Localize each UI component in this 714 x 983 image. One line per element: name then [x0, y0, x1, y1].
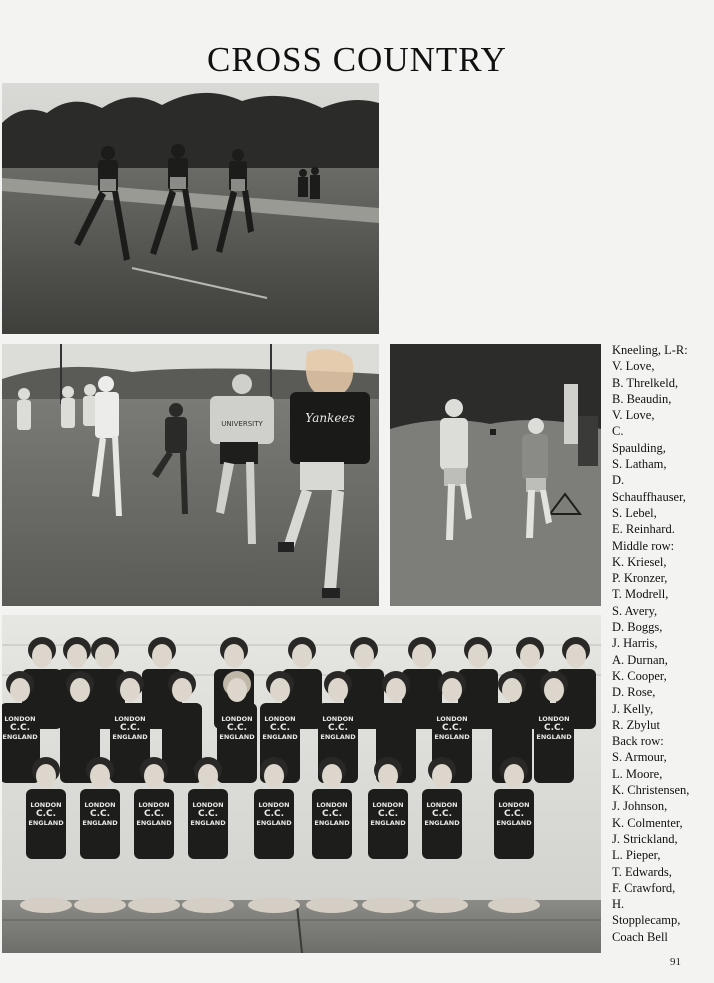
- caption-line: B. Threlkeld,: [612, 375, 679, 390]
- kneeling-legs: [362, 897, 414, 913]
- caption-line: D. Boggs,: [612, 620, 663, 635]
- caption-line: Middle row:: [612, 538, 675, 553]
- svg-text:ENGLAND: ENGLAND: [190, 819, 226, 827]
- svg-text:ENGLAND: ENGLAND: [314, 819, 350, 827]
- kneeling-legs: [20, 897, 72, 913]
- caption-line: L. Moore,: [612, 766, 663, 781]
- kneeling-legs: [74, 897, 126, 913]
- caption-line: D. Rose,: [612, 685, 656, 700]
- page-number: 91: [670, 956, 681, 968]
- caption-line: A. Durnan,: [612, 652, 668, 667]
- svg-text:C.C.: C.C.: [321, 809, 343, 819]
- caption-line: Schauffhauser,: [612, 489, 686, 504]
- caption-line: B. Beaudin,: [612, 391, 672, 406]
- kneeling-legs: [248, 897, 300, 913]
- kneeling-legs: [488, 897, 540, 913]
- caption-line: Coach Bell: [612, 929, 668, 944]
- svg-text:C.C.: C.C.: [89, 809, 111, 819]
- yankees-shirt-text: Yankees: [305, 411, 355, 425]
- svg-text:ENGLAND: ENGLAND: [256, 819, 292, 827]
- caption-line: J. Kelly,: [612, 701, 654, 716]
- svg-text:ENGLAND: ENGLAND: [434, 733, 470, 741]
- svg-text:C.C.: C.C.: [431, 809, 453, 819]
- svg-text:LONDON: LONDON: [4, 715, 36, 723]
- svg-text:ENGLAND: ENGLAND: [2, 733, 38, 741]
- svg-text:C.C.: C.C.: [143, 809, 165, 819]
- caption-line: J. Strickland,: [612, 831, 678, 846]
- svg-text:LONDON: LONDON: [322, 715, 354, 723]
- svg-text:C.C.: C.C.: [503, 809, 525, 819]
- svg-text:C.C.: C.C.: [226, 723, 248, 733]
- svg-text:ENGLAND: ENGLAND: [28, 819, 64, 827]
- caption-line: V. Love,: [612, 408, 655, 423]
- university-shirt-text: UNIVERSITY: [221, 420, 263, 428]
- kneeling-legs: [182, 897, 234, 913]
- kneeling-legs: [128, 897, 180, 913]
- svg-text:ENGLAND: ENGLAND: [82, 819, 118, 827]
- svg-text:LONDON: LONDON: [436, 715, 468, 723]
- caption-line: P. Kronzer,: [612, 571, 668, 586]
- svg-text:ENGLAND: ENGLAND: [536, 733, 572, 741]
- photo-runners-group: [2, 344, 379, 606]
- svg-text:LONDON: LONDON: [498, 801, 530, 809]
- caption-line: S. Latham,: [612, 457, 667, 472]
- caption-line: V. Love,: [612, 359, 655, 374]
- svg-text:C.C.: C.C.: [543, 723, 565, 733]
- caption-line: Stopplecamp,: [612, 913, 681, 928]
- svg-text:ENGLAND: ENGLAND: [496, 819, 532, 827]
- svg-text:LONDON: LONDON: [538, 715, 570, 723]
- caption-line: F. Crawford,: [612, 880, 676, 895]
- svg-text:C.C.: C.C.: [327, 723, 349, 733]
- svg-text:ENGLAND: ENGLAND: [320, 733, 356, 741]
- caption-line: J. Johnson,: [612, 799, 668, 814]
- svg-text:ENGLAND: ENGLAND: [370, 819, 406, 827]
- caption-line: K. Kriesel,: [612, 554, 667, 569]
- svg-text:LONDON: LONDON: [264, 715, 296, 723]
- svg-text:LONDON: LONDON: [192, 801, 224, 809]
- caption-line: H.: [612, 897, 625, 912]
- caption-line: R. Zbylut: [612, 717, 660, 732]
- svg-text:C.C.: C.C.: [263, 809, 285, 819]
- kneeling-legs: [306, 897, 358, 913]
- svg-text:C.C.: C.C.: [377, 809, 399, 819]
- svg-text:LONDON: LONDON: [316, 801, 348, 809]
- caption-line: S. Armour,: [612, 750, 667, 765]
- caption-line: K. Christensen,: [612, 783, 690, 798]
- photo-team: [2, 615, 601, 953]
- svg-text:C.C.: C.C.: [197, 809, 219, 819]
- svg-text:C.C.: C.C.: [269, 723, 291, 733]
- caption-line: T. Modrell,: [612, 587, 669, 602]
- svg-text:LONDON: LONDON: [138, 801, 170, 809]
- svg-text:LONDON: LONDON: [258, 801, 290, 809]
- photo-caption: [612, 342, 712, 945]
- caption-line: D.: [612, 473, 625, 488]
- caption-line: K. Colmenter,: [612, 815, 683, 830]
- photo-two-runners: [390, 344, 601, 606]
- caption-line: T. Edwards,: [612, 864, 672, 879]
- caption-line: C.: [612, 424, 624, 439]
- page-title: CROSS COUNTRY: [207, 40, 507, 79]
- svg-text:ENGLAND: ENGLAND: [219, 733, 255, 741]
- svg-text:LONDON: LONDON: [30, 801, 62, 809]
- caption-line: Back row:: [612, 734, 664, 749]
- caption-line: E. Reinhard.: [612, 522, 675, 537]
- svg-text:LONDON: LONDON: [426, 801, 458, 809]
- caption-line: Spaulding,: [612, 440, 666, 455]
- caption-line: Kneeling, L-R:: [612, 343, 688, 357]
- photo-runners-field: [2, 83, 379, 334]
- svg-text:ENGLAND: ENGLAND: [262, 733, 298, 741]
- caption-line: L. Pieper,: [612, 848, 661, 863]
- svg-text:LONDON: LONDON: [372, 801, 404, 809]
- svg-text:C.C.: C.C.: [119, 723, 141, 733]
- caption-line: J. Harris,: [612, 636, 658, 651]
- caption-line: K. Cooper,: [612, 668, 667, 683]
- kneeling-legs: [416, 897, 468, 913]
- svg-text:ENGLAND: ENGLAND: [136, 819, 172, 827]
- svg-text:ENGLAND: ENGLAND: [424, 819, 460, 827]
- svg-text:LONDON: LONDON: [84, 801, 116, 809]
- svg-text:C.C.: C.C.: [441, 723, 463, 733]
- caption-line: S. Lebel,: [612, 505, 657, 520]
- svg-text:C.C.: C.C.: [35, 809, 57, 819]
- svg-text:LONDON: LONDON: [221, 715, 253, 723]
- svg-text:C.C.: C.C.: [9, 723, 31, 733]
- svg-text:ENGLAND: ENGLAND: [112, 733, 148, 741]
- svg-text:LONDON: LONDON: [114, 715, 146, 723]
- caption-line: S. Avery,: [612, 603, 658, 618]
